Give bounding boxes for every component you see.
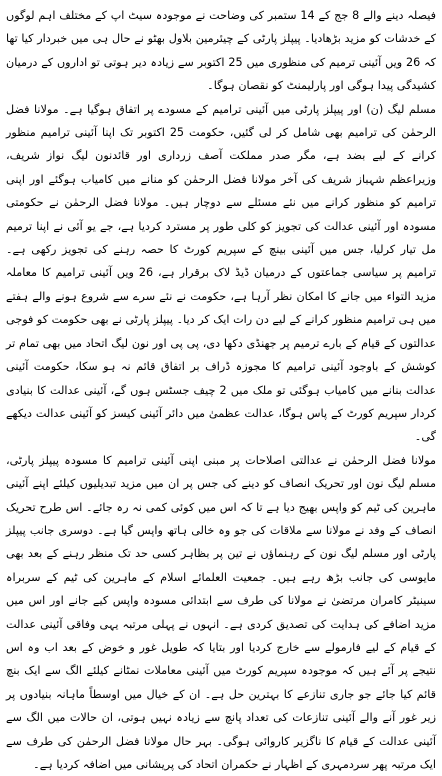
paragraph-2: مسلم لیگ (ن) اور پیپلز پارٹی میں آئینی ترامیم کے مسودے پر اتفاق ہوگیا ہے۔ مولانا فضل الرحمٰن کی ترامیم بھی شامل کر لی گئیں، حکومت 25 اکتوبر تک اپنا آئینی ترامیم منظور کرانے کے لیے بضد ہے، مگر صدر مملکت آصف زرداری اور قائدنون لیگ نواز شریف، وزیراعظم شہباز شریف کی آخر مولانا فضل الرحمٰن کو منانے میں کامیاب ہوگئے اور اپنی ترامیم کو منظور کرانے میں نئے مسئلے سے دوچار ہیں۔ مولانا فضل الرحمٰن نے حکومتی مسودہ اور آئینی عدالت کی تجویز کو کلی طور پر مسترد کردیا ہے، جے یو آئی نے اپنا ترمیم مل تیار کرلیا، جس میں آئینی بینچ کے سپریم کورٹ کا حصہ رہنے کی تجویز رکھی ہے۔ ترامیم پر سیاسی جماعتوں کے درمیان ڈیڈ لاک برقرار ہے، 26 ویں آئینی ترامیم کا معاملہ مزید التواء میں جانے کا امکان نظر آرہا ہے، حکومت نے نئے سرے سے شروع ہونے والے ہفتے میں ہی ترامیم منظور کرانے کے لیے دن رات ایک کر دیا۔ پیپلز پارٹی نے بھی حکومت کو فوجی عدالتوں کے قیام کے بارے ترمیم پر جھنڈی دکھا دی، پی پی اور نون لیگ اتحاد میں بھی تمام تر کوشش کے باوجود آئینی ترامیم کا مجوزہ ڈراف بر اتفاق قائم نہ ہو سکا، حکومت آئینی عدالت بنانے میں کامیاب ہوگئی تو ملک میں 2 چیف جسٹس ہوں گے، آئینی عدالت کا بنیادی کردار سپریم کورٹ کے پاس ہوگا، عدالت عظمیٰ میں دائر آئینی کیسز کو آئینی عدالت دیکھے گی۔ [6,102,437,444]
paragraph-3: مولانا فضل الرحمٰن نے عدالتی اصلاحات پر مبنی اپنی آئینی ترامیم کا مسودہ پیپلز پارٹی، مسلم لیگ نون اور تحریک انصاف کو دینے کی جس پر ان میں مزید تبدیلیوں کیلئے اپنے آئینی ماہرین کی ٹیم کو واپس بھیج دیا ہے تا کہ اس میں کوئی کمی نہ رہ جائے۔ اس طرح تحریک انصاف کے وفد نے مولانا سے ملاقات کی جو وہ خالی ہاتھ واپس گیا ہے۔ دوسری جانب پیپلز پارٹی اور مسلم لیگ نون کے رہنماؤں نے تین پر بظاہر کسی حد تک منظر رہنے کے بعد بھی مایوسی کی جانب بڑھ رہے ہیں۔ جمعیت العلمائے اسلام کے ماہرین کی ٹیم کے سربراہ سینیٹر کامران مرتضیٰ نے مولانا کی طرف سے ابتدائی مسودہ واپس کیے جانے اور اس میں مزید اضافے کی ہدایت کی تصدیق کردی ہے۔ انہوں نے پہلی مرتبہ یہی وفاقی آئینی عدالت کے قیام کے لیے فارمولے سے خارج کردیا اور بتایا کہ طویل غور و خوض کے بعد اب وہ اس نتیجے پر آئے ہیں کہ موجودہ سپریم کورٹ میں آئینی معاملات نمٹانے کیلئے الگ سے ایک بنچ قائم کیا جائے جو جاری تنازعے کا بہترین حل ہے۔ ان کے خیال میں اوسطاً ماہانہ بنیادوں پر زیر غور آنے والے آئینی تنازعات کی تعداد پانچ سے زیادہ نہیں ہوتی، ان حالات میں الگ سے آئینی عدالت کے قیام کا ناگزیر کاروائی ہوگی۔ بہر حال مولانا فضل الرحمٰن کی طرف سے ایک مرتبہ پھر سردمہری کے اظہار نے حکمران اتحاد کی پریشانی میں اضافہ کردیا ہے۔ [6,453,436,771]
paragraph-1: فیصلہ دینے والے 8 جج کے 14 ستمبر کی وضاحت نے موجودہ سیٹ اپ کے مختلف اہم لوگوں کے خدشات کو مزید بڑھادیا۔ پیپلز پارٹی کے چیئرمین بلاول بھٹو نے حال ہی میں خبردار کیا تھا کہ 26 ویں آئینی ترمیم کی منظوری میں 25 اکتوبر سے زیادہ دیر ہوتی تو اداروں کے درمیان کشیدگی پیدا ہوگی اور پارلیمنٹ کو نقصان ہوگا۔ [6,9,437,93]
article-body [6,4,437,771]
